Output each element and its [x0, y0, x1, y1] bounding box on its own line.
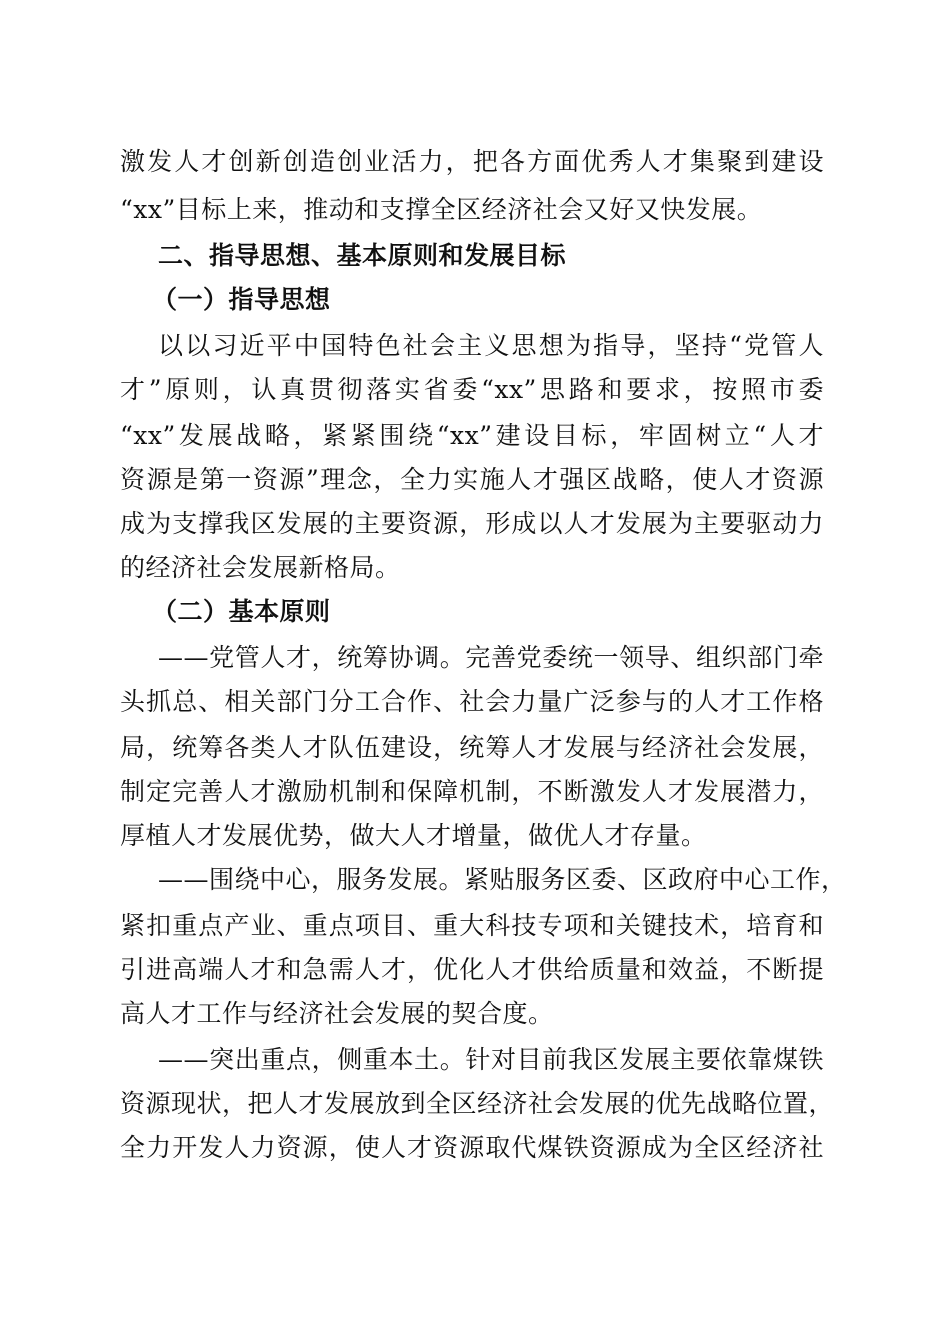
paragraph-line: 才”原则，认真贯彻落实省委“xx”思路和要求，按照市委	[120, 375, 824, 404]
paragraph-line: 资源是第一资源”理念，全力实施人才强区战略，使人才资源	[120, 465, 824, 494]
subsection-heading: （一）指导思想	[152, 285, 331, 314]
paragraph-line: “xx”发展战略，紧紧围绕“xx”建设目标，牢固树立“人才	[120, 421, 824, 450]
paragraph-line: 资源现状，把人才发展放到全区经济社会发展的优先战略位置，	[120, 1089, 835, 1118]
paragraph-line: 全力开发人力资源，使人才资源取代煤铁资源成为全区经济社	[120, 1133, 824, 1162]
paragraph-line: 引进高端人才和急需人才，优化人才供给质量和效益，不断提	[120, 955, 824, 984]
paragraph-line: 的经济社会发展新格局。	[120, 553, 401, 582]
paragraph-line: ——党管人才，统筹协调。完善党委统一领导、组织部门牵	[158, 643, 824, 672]
subsection-heading: （二）基本原则	[152, 597, 331, 626]
paragraph-line: ——突出重点，侧重本土。针对目前我区发展主要依靠煤铁	[158, 1045, 824, 1074]
paragraph-line: 紧扣重点产业、重点项目、重大科技专项和关键技术，培育和	[120, 911, 824, 940]
paragraph-line: 成为支撑我区发展的主要资源，形成以人才发展为主要驱动力	[120, 509, 824, 538]
paragraph-line: 局，统筹各类人才队伍建设，统筹人才发展与经济社会发展，	[120, 733, 824, 762]
paragraph-line: 头抓总、相关部门分工合作、社会力量广泛参与的人才工作格	[120, 687, 824, 716]
paragraph-line: 以以习近平中国特色社会主义思想为指导，坚持“党管人	[158, 331, 824, 360]
paragraph-line: “xx”目标上来，推动和支撑全区经济社会又好又快发展。	[120, 195, 763, 224]
section-heading: 二、指导思想、基本原则和发展目标	[158, 241, 567, 270]
paragraph-line: 厚植人才发展优势，做大人才增量，做优人才存量。	[120, 821, 707, 850]
paragraph-line: 高人才工作与经济社会发展的契合度。	[120, 999, 554, 1028]
paragraph-line: ——围绕中心，服务发展。紧贴服务区委、区政府中心工作，	[158, 865, 847, 894]
paragraph-line: 制定完善人才激励机制和保障机制，不断激发人才发展潜力，	[120, 777, 824, 806]
paragraph-line: 激发人才创新创造创业活力，把各方面优秀人才集聚到建设	[120, 147, 824, 176]
